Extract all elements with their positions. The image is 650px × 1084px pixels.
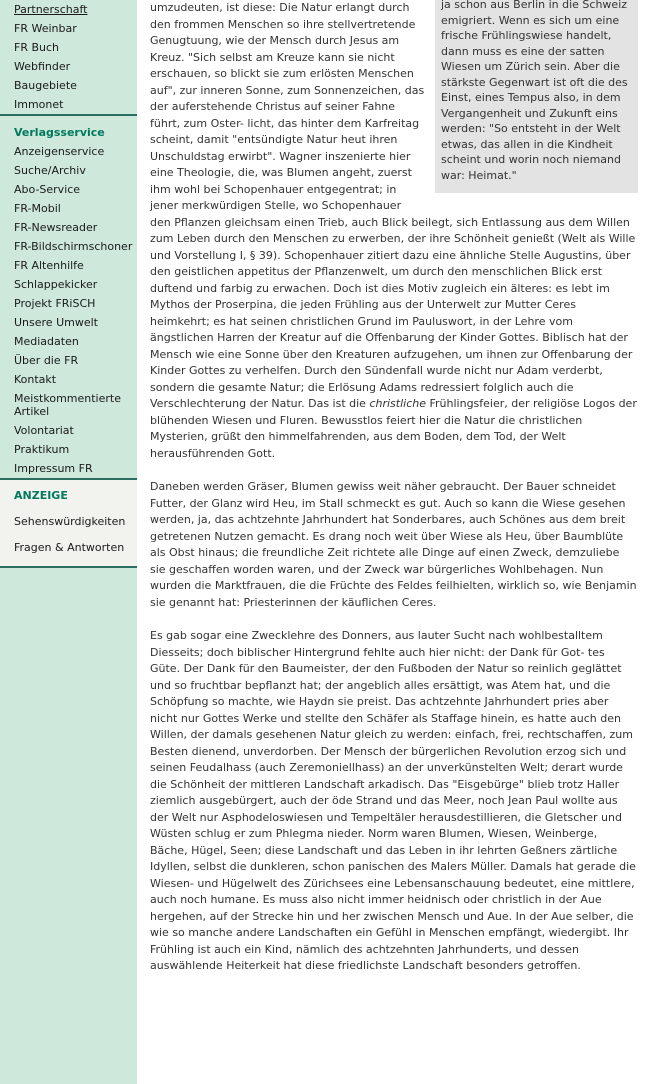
sidebar-item[interactable]: Schlappekicker: [14, 278, 98, 291]
sidebar-item[interactable]: FR Buch: [14, 41, 60, 54]
sidebar-item[interactable]: Anzeigenservice: [14, 145, 105, 158]
sidebar-item[interactable]: Abo-Service: [14, 183, 81, 196]
sidebar-item[interactable]: FR-Bildschirmschoner: [14, 240, 133, 253]
article-paragraph: [150, 628, 638, 975]
article-text-italic: christliche: [369, 397, 426, 410]
sidebar-item[interactable]: Praktikum: [14, 443, 70, 456]
sidebar-item[interactable]: Webfinder: [14, 60, 71, 73]
sidebar-anzeige-item[interactable]: Sehenswürdigkeiten: [14, 515, 126, 528]
article-text: umzudeuten, ist diese: Die Natur erlangt durch den frommen Menschen so ihre stellvertretende Genugtuung, wie der Mensch durch Jesus am Kreuz. "Sich selbst am Kreuze kann sie nicht erschauen, so blickt sie zum erlösten Menschen auf", zur inneren Sonne, zum Sonnenzeichen, das der auferstehende Christus auf seiner Fahne führt, zum Oster- licht, das hinter dem Karfreitag scheint, damit "entsündigte Natur heut ihren Unschuldstag erwirbt". Wagner inszenierte hier eine Theologie, die, was Blumen angeht, zuerst ihm wohl bei Schopenhauer entgegentrat; in jener merkwürdigen Stelle, wo Schopenhauer den Pflanzen gleichsam einen Trieb, auch Blick beilegt, sich Entlassung aus dem Willen zum Leben durch den Menschen zu erwerben, der ihre Schönheit genießt (Welt als Wille und Vorstellung I, § 39). Schopenhauer zitiert dazu eine ähnliche Stelle Augustins, über den geistlichen appetitus der Pflanzenwelt, um durch den menschlichen Blick erst duftend und farbig zu erwachen. Doch ist dies Motiv zugleich ein älteres: es lebt im Mythos der Proserpina, die jeden Frühling aus der Unterwelt zur Mutter Ceres heimkehrt; es hat seinen christlichen Grund im Pauluswort, in der Lehre vom ängstlichen Harren der Kreatur auf die Offenbarung der Kinder Gottes. Biblisch hat der Mensch wie eine Sonne über den Kreaturen aufzugehen, um ihnen zur Offenbarung der Kinder Gottes zu verhelfen. Durch den Sündenfall wurde nicht nur Adam verderbt, sondern die gesamte Natur; die Erlösung Adams redressiert folglich auch die Verschlechterung der Natur. Das ist die: [150, 1, 636, 410]
article-text: Es gab sogar eine Zwecklehre des Donners, aus lauter Sucht nach wohlbestalltem Diesseits; doch biblischer Hintergrund fehlte auch hier nicht: der Dank für Got- tes Güte. Der Dank für den Baumeister, der den Fußboden der Natur so reinlich geglättet und so fruchtbar bepflanzt hat; der angeblich alles ersättigt, was Atem hat, und die Schöpfung so machte, wie Haydn sie preist. Das achtzehnte Jahrhundert pries aber nicht nur Gottes Werke und stellte den Schäfer als Staffage hinein, es hatte auch den Willen, der damals gesehenen Natur gleich zu werden: einfach, frei, rechtschaffen, zum Besten dienend, unverdorben. Der Mensch der bürgerlichen Revolution erzog sich und seinen Feudalhass (auch Zeremoniellhass) an der unverkünstelten Welt; derart wurde die Schönheit der mittleren Landschaft arkadisch. Das "Eisgebürge" blieb trotz Haller ziemlich ausgebürgert, auch der öde Strand und das Meer, noch Jean Paul wollte aus der Welt nur Asphodeloswiesen und Tempeltäler herausdestillieren, die Gletscher und Wüsten schlug er zum Phlegma nieder. Norm waren Blumen, Wiesen, Weinberge, Bäche, Hügel, Seen; diese Landschaft und das Leben in ihr lehrten Geßners zärtliche Idyllen, selbst die dunkleren, schon panischen des Malers Müller. Damals hat gerade die Wiesen- und Hügelwelt des Zürichsees eine Lebensanschauung bedeutet, eine mittlere, auch noch humane. Es muss also nicht immer heidnisch oder christlich in der Aue hergehen, auf der Strecke hin und her zwischen Mensch und Aue. In der Aue selber, die wie so manche andere Landschaften ein Gefühl in Menschen empfängt, wiedergibt. Ihr Frühling ist auch ein Kind, nämlich des achtzehnten Jahrhunderts, und dessen auswählende Heiterkeit hat diese friedlichste Landschaft besonders getroffen.: [150, 629, 636, 972]
sidebar-item[interactable]: Mediadaten: [14, 335, 79, 348]
sidebar-anzeige-item[interactable]: Fragen & Antworten: [14, 541, 125, 554]
article-text: Frühlingsfeier, der religiöse Logos der blühenden Wiesen und Fluren. Bewusstlos feiert hier die Natur die christlichen Mysterien, grüßt den himmelfahrenden, aus dem Boden, dem Tod, der Welt herausführenden Gott.: [150, 397, 637, 460]
sidebar-header-anzeige: ANZEIGE: [14, 489, 68, 502]
sidebar-nav-verlagsservice: [0, 142, 137, 478]
sidebar-item[interactable]: FR Weinbar: [14, 22, 77, 35]
sidebar-item[interactable]: Volontariat: [14, 424, 74, 437]
sidebar-item[interactable]: Suche/Archiv: [14, 164, 86, 177]
sidebar-item[interactable]: Unsere Umwelt: [14, 316, 98, 329]
pull-quote-box: ja schon aus Berlin in die Schweiz emigriert. Wenn es sich um eine frische Frühlingswiese handelt, dann muss es eine der satten Wiesen um Zürich sein. Aber die stärkste Gegenwart ist oft die des Einst, eines Tempus also, in dem Vergangenheit und Zukunft eins werden: "So entsteht in der Welt etwas, das allen in die Kindheit scheint und worin noch niemand war: Heimat.": [435, 0, 638, 193]
sidebar-header-verlagsservice: Verlagsservice: [14, 126, 105, 139]
article-paragraph: [150, 479, 638, 611]
sidebar-item[interactable]: Impressum FR: [14, 462, 93, 475]
sidebar-nav-anzeige: [0, 502, 137, 554]
sidebar-anzeige-section: [0, 480, 137, 566]
article-text: Daneben werden Gräser, Blumen gewiss weit näher gebraucht. Der Bauer schneidet Futter, der Glanz wird Heu, im Stall schmeckt es gut. Auch so kann die Wiese gesehen werden, ja, das achtzehnte Jahrhundert hat Sonderbares, auch Schönes aus dem breit getretenen Nutzen gemacht. Es drang noch weit über Wiese als Heu, über Baumblüte als Obst hinaus; die freundliche Zeit richtete alle Dinge auf einen Zweck, demzuliebe sie geschaffen worden waren, und der Zweck war bürgerliches Wohlbehagen. Nun wurden die Marktfrauen, die die Früchte des Feldes feilhielten, wirklich so, wie Benjamin sie genannt hat: Priesterinnen der käuflichen Ceres.: [150, 480, 637, 609]
sidebar-nav-top: [0, 0, 137, 114]
sidebar-item[interactable]: Kontakt: [14, 373, 57, 386]
sidebar-item[interactable]: Projekt FRiSCH: [14, 297, 96, 310]
sidebar-divider: [0, 566, 137, 568]
sidebar: [0, 0, 137, 1084]
sidebar-item[interactable]: FR-Newsreader: [14, 221, 98, 234]
sidebar-item[interactable]: FR Altenhilfe: [14, 259, 84, 272]
sidebar-item[interactable]: Meistkommentierte Artikel: [14, 392, 121, 418]
sidebar-item[interactable]: Immonet: [14, 98, 64, 111]
sidebar-item[interactable]: Partnerschaft: [14, 3, 88, 16]
main-article: [150, 0, 638, 992]
sidebar-item[interactable]: FR-Mobil: [14, 202, 61, 215]
sidebar-item[interactable]: Baugebiete: [14, 79, 77, 92]
sidebar-item[interactable]: Über die FR: [14, 354, 79, 367]
